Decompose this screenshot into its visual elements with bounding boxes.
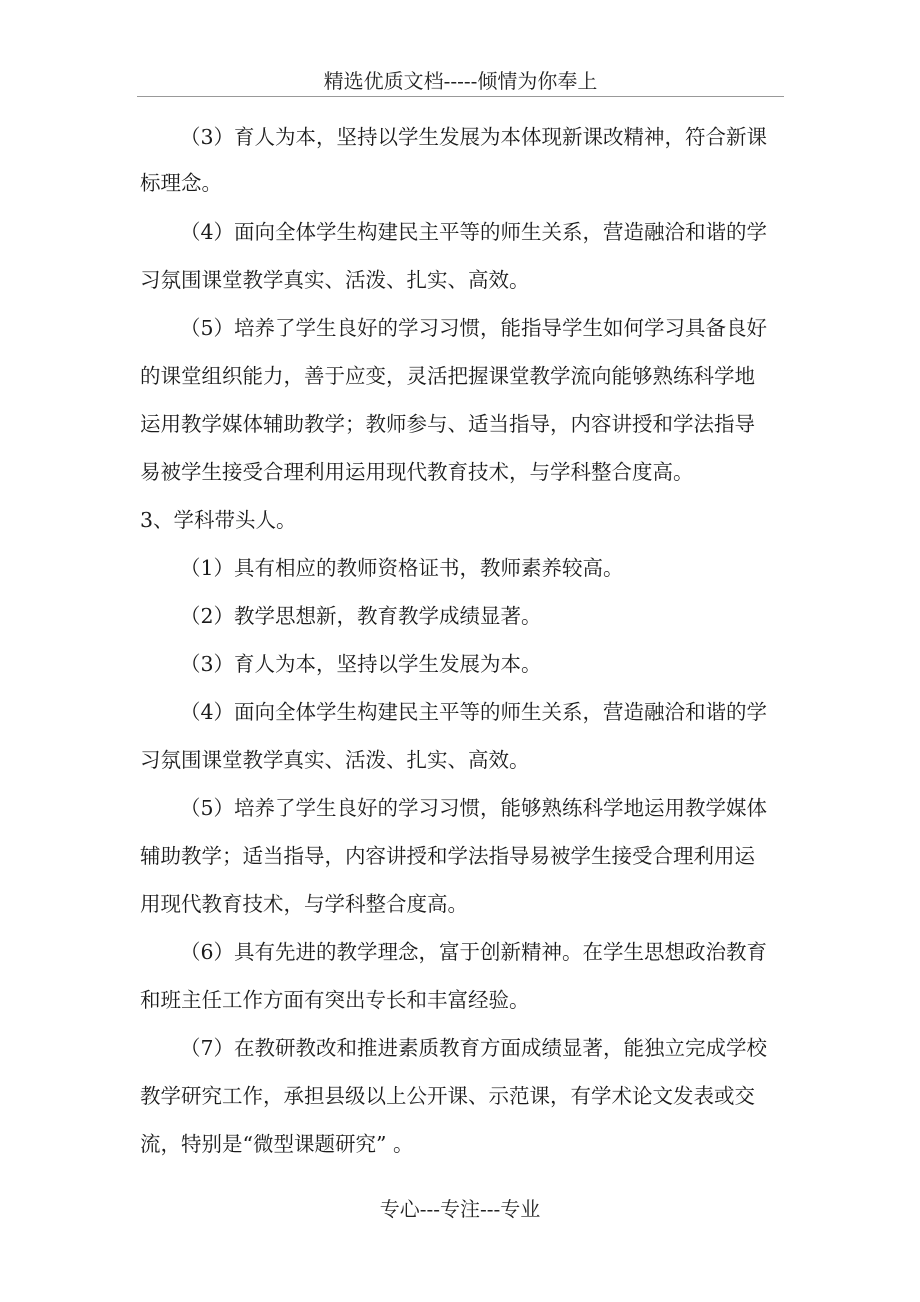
text-line: （5）培养了学生良好的学习习惯，能指导学生如何学习具备良好 [180, 316, 768, 340]
section-heading: 3、学科带头人。 [140, 508, 297, 532]
text-line: 的课堂组织能力，善于应变，灵活把握课堂教学流向能够熟练科学地 [140, 364, 755, 388]
text-line: 流，特别是“微型课题研究” 。 [140, 1132, 414, 1156]
text-line: （5）培养了学生良好的学习习惯，能够熟练科学地运用教学媒体 [180, 796, 768, 820]
text-line: （4）面向全体学生构建民主平等的师生关系，营造融洽和谐的学 [180, 700, 768, 724]
text-line: 辅助教学；适当指导，内容讲授和学法指导易被学生接受合理利用运 [140, 844, 755, 868]
text-line: 用现代教育技术，与学科整合度高。 [140, 892, 468, 916]
text-line: 习氛围课堂教学真实、活泼、扎实、高效。 [140, 748, 530, 772]
text-line: 教学研究工作，承担县级以上公开课、示范课，有学术论文发表或交 [140, 1084, 755, 1108]
page-footer: 专心---专注---专业 [379, 1197, 541, 1221]
text-line: 习氛围课堂教学真实、活泼、扎实、高效。 [140, 268, 530, 292]
text-line: （3）育人为本，坚持以学生发展为本。 [180, 652, 542, 676]
text-line: 标理念。 [140, 171, 222, 195]
header-divider [137, 96, 784, 97]
text-line: 易被学生接受合理利用运用现代教育技术，与学科整合度高。 [140, 460, 694, 484]
page-header-title: 精选优质文档-----倾情为你奉上 [323, 69, 598, 93]
text-line: （7）在教研教改和推进素质教育方面成绩显著，能独立完成学校 [180, 1036, 768, 1060]
text-line: （2）教学思想新，教育教学成绩显著。 [180, 604, 542, 628]
text-line: （4）面向全体学生构建民主平等的师生关系，营造融洽和谐的学 [180, 220, 768, 244]
text-line: 运用教学媒体辅助教学；教师参与、适当指导，内容讲授和学法指导 [140, 412, 755, 436]
text-line: （3）育人为本，坚持以学生发展为本体现新课改精神，符合新课 [180, 125, 768, 149]
text-line: 和班主任工作方面有突出专长和丰富经验。 [140, 988, 530, 1012]
text-line: （1）具有相应的教师资格证书，教师素养较高。 [180, 556, 624, 580]
text-line: （6）具有先进的教学理念，富于创新精神。在学生思想政治教育 [180, 940, 768, 964]
